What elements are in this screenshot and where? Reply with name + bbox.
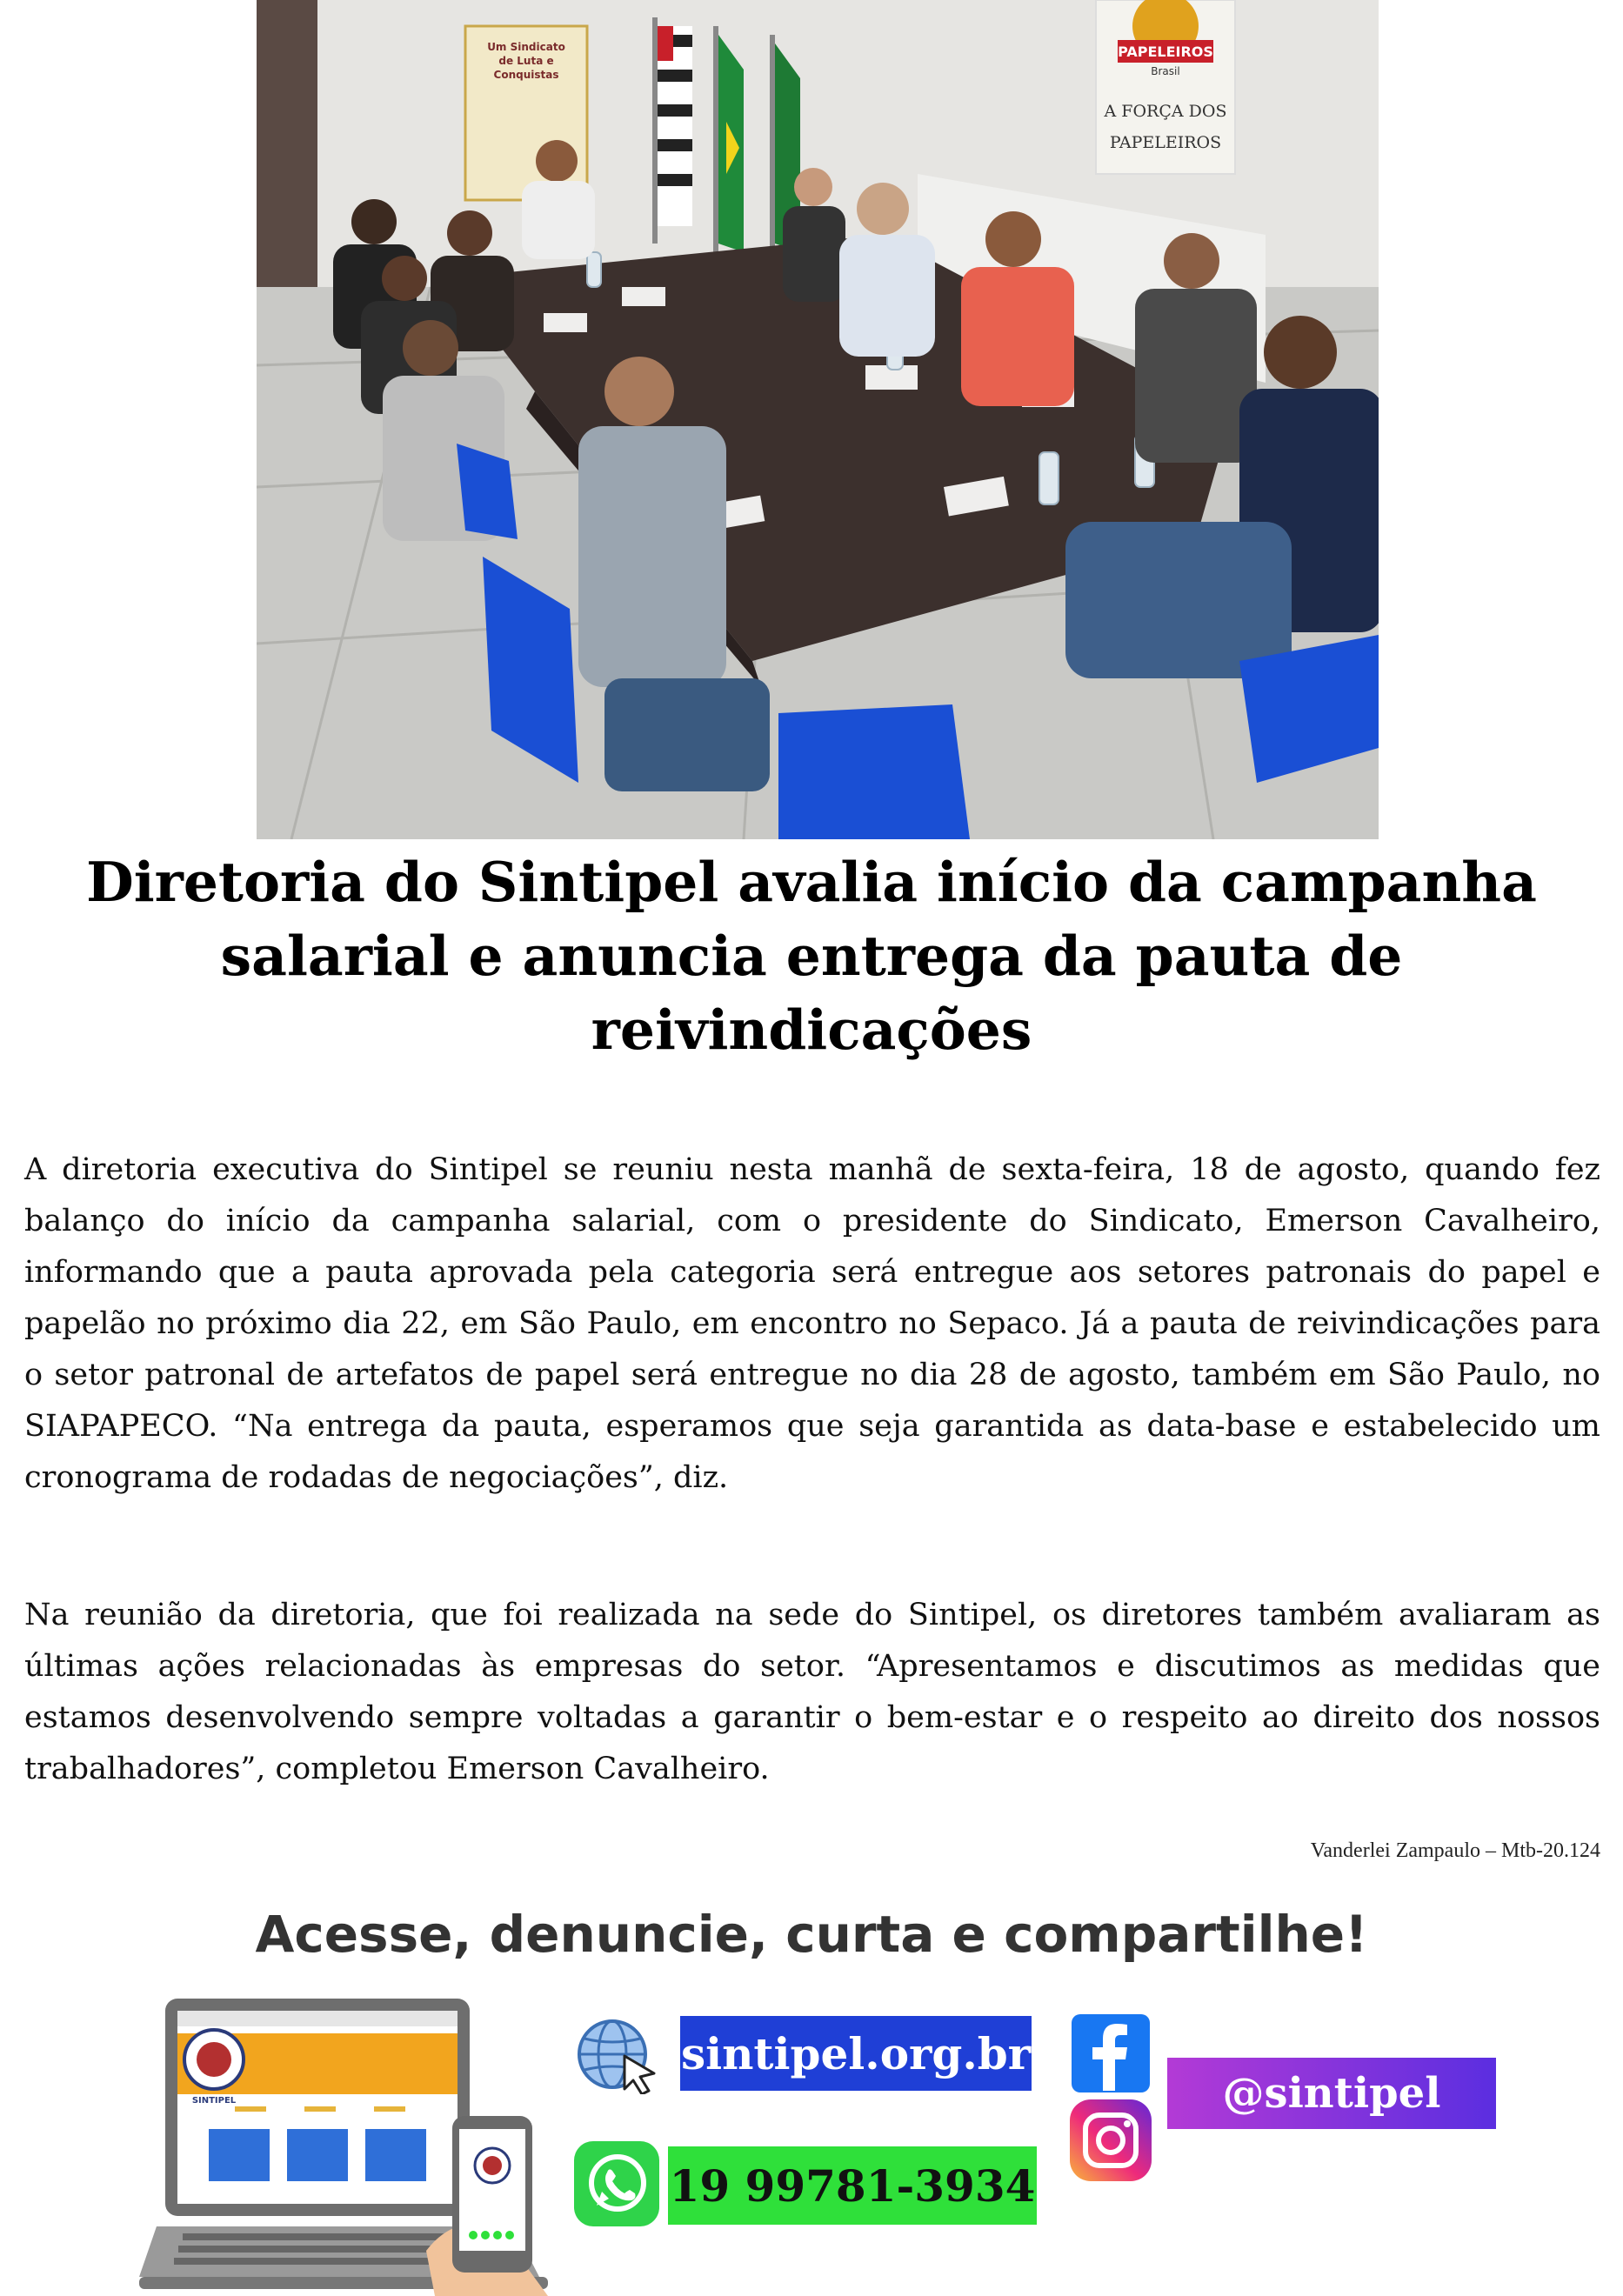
website-link[interactable]: sintipel.org.br	[680, 2016, 1032, 2091]
call-to-action: Acesse, denuncie, curta e compartilhe!	[255, 1905, 1368, 1964]
wall-banner-line2: de Luta e	[498, 55, 554, 67]
wall-sign-line2: PAPELEIROS	[1109, 133, 1222, 152]
wall-sign-country: Brasil	[1151, 65, 1180, 77]
meeting-photo-illustration	[257, 0, 1379, 839]
globe-cursor-icon	[574, 2016, 661, 2094]
phone-number[interactable]: 19 99781-3934	[668, 2146, 1037, 2225]
laptop-icon	[139, 1999, 557, 2296]
wall-sign-line1: A FORÇA DOS	[1104, 102, 1227, 121]
article-headline: Diretoria do Sintipel avalia início da campanha salarial e anuncia entrega da pauta de reivindicações	[86, 850, 1537, 1062]
facebook-icon[interactable]	[1072, 2014, 1150, 2092]
whatsapp-icon	[574, 2141, 659, 2226]
social-handle[interactable]: @sintipel	[1167, 2058, 1496, 2129]
laptop-logo-text: SINTIPEL	[191, 2096, 237, 2106]
article-byline: Vanderlei Zampaulo – Mtb-20.124	[1310, 1839, 1600, 1862]
instagram-icon[interactable]	[1070, 2099, 1152, 2181]
meeting-photo	[257, 0, 1379, 839]
wall-banner-line1: Um Sindicato	[487, 41, 565, 53]
article-paragraph-2: Na reunião da diretoria, que foi realizada na sede do Sintipel, os diretores também avaliaram as últimas ações relacionadas às empresas do setor. “Apresentamos e discutimos as medidas que estamos desenvolvendo sempre voltadas a garantir o bem-estar e o respeito ao direito dos nossos trabalhadores”, completou Emerson Cavalheiro.	[24, 1598, 1600, 1786]
wall-sign-badge: PAPELEIROS	[1118, 43, 1213, 60]
wall-banner-line3: Conquistas	[493, 69, 559, 81]
article-paragraph-1: A diretoria executiva do Sintipel se reuniu nesta manhã de sexta-feira, 18 de agosto, quando fez balanço do início da campanha salarial, com o presidente do Sindicato, Emerson Cavalheiro, informando que a pauta aprovada pela categoria será entregue aos setores patronais do papel e papelão no próximo dia 22, em São Paulo, em encontro no Sepaco. Já a pauta de reivindicações para o setor patronal de artefatos de papel será entregue no dia 28 de agosto, também em São Paulo, no SIAPAPECO. “Na entrega da pauta, esperamos que seja garantida as data-base e estabelecido um cronograma de rodadas de negociações”, diz.	[24, 1152, 1600, 1495]
